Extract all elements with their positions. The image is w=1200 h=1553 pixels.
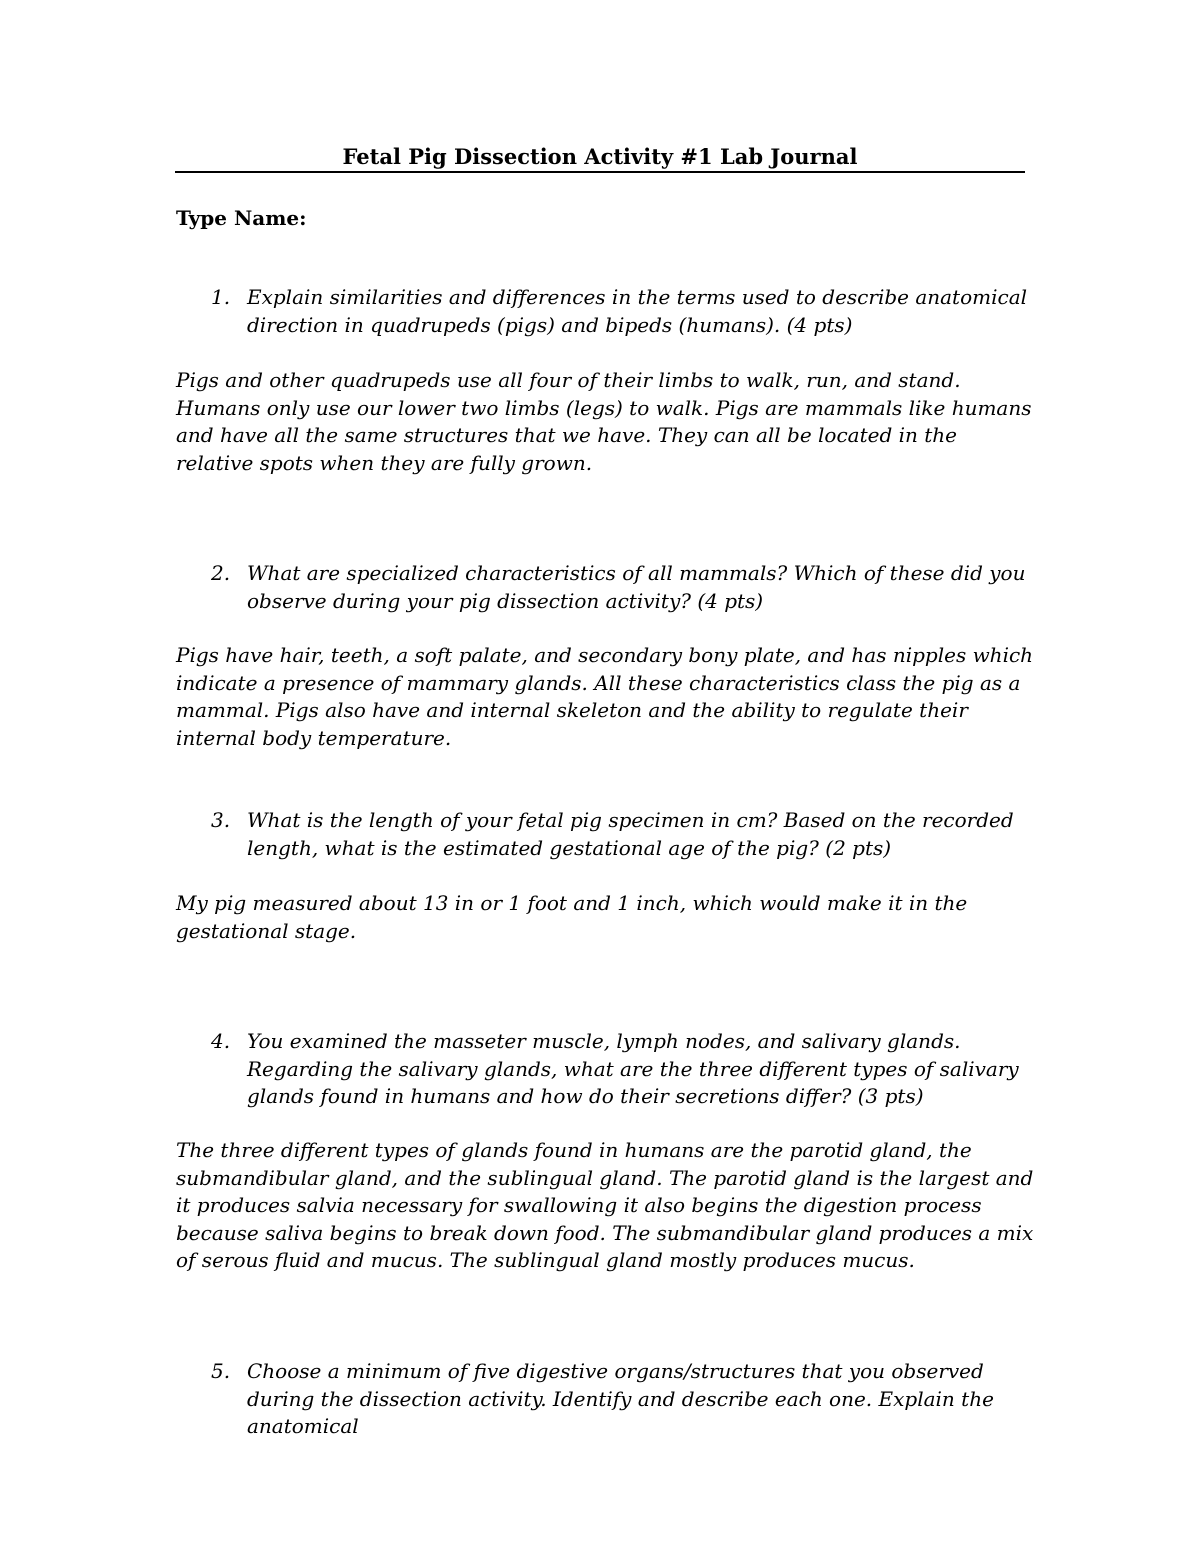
answer-4: The three different types of glands found in humans are the parotid gland, the submandibular gland, and the sublingual gland. The parotid gland is the largest and it produces salvia necessary for swallowing it also begins the digestion process because saliva begins to break down food. The submandibular gland produces a mix of serous fluid and mucus. The sublingual gland mostly produces mucus. [176, 1138, 1034, 1272]
question-number: 1. [211, 285, 231, 309]
answer-2: Pigs have hair, teeth, a soft palate, and secondary bony plate, and has nipples which indicate a presence of mammary glands. All these characteristics class the pig as a mammal. Pigs also have and internal skeleton and the ability to regulate their internal body temperature. [176, 643, 1034, 750]
question-2 [211, 560, 1031, 615]
question-3 [211, 807, 1031, 862]
question-4 [211, 1028, 1031, 1111]
question-number: 4. [211, 1029, 231, 1053]
question-number: 2. [211, 561, 231, 585]
question-number: 5. [211, 1359, 231, 1383]
answer-3: My pig measured about 13 in or 1 foot and 1 inch, which would make it in the gestational stage. [176, 891, 968, 943]
answer-1: Pigs and other quadrupeds use all four of their limbs to walk, run, and stand. Humans only use our lower two limbs (legs) to walk. Pigs are mammals like humans and have all the same structures that we have. They can all be located in the relative spots when they are fully grown. [176, 368, 1032, 475]
question-5 [211, 1358, 1031, 1441]
question-1 [211, 284, 1031, 339]
question-text: Choose a minimum of five digestive organs/structures that you observed during the dissection activity. Identify and describe each one. Explain the anatomical [247, 1359, 994, 1438]
type-name-label: Type Name: [176, 206, 307, 230]
question-text: What are specialized characteristics of all mammals? Which of these did you observe during your pig dissection activity? (4 pts) [247, 561, 1026, 613]
question-text: Explain similarities and differences in the terms used to describe anatomical direction in quadrupeds (pigs) and bipeds (humans). (4 pts) [247, 285, 1028, 337]
question-text: What is the length of your fetal pig specimen in cm? Based on the recorded length, what is the estimated gestational age of the pig? (2 pts) [247, 808, 1014, 860]
document-title: Fetal Pig Dissection Activity #1 Lab Journal [175, 143, 1025, 173]
question-text: You examined the masseter muscle, lymph nodes, and salivary glands. Regarding the salivary glands, what are the three different types of salivary glands found in humans and how do their secretions differ? (3 pts) [247, 1029, 1019, 1108]
question-number: 3. [211, 808, 231, 832]
